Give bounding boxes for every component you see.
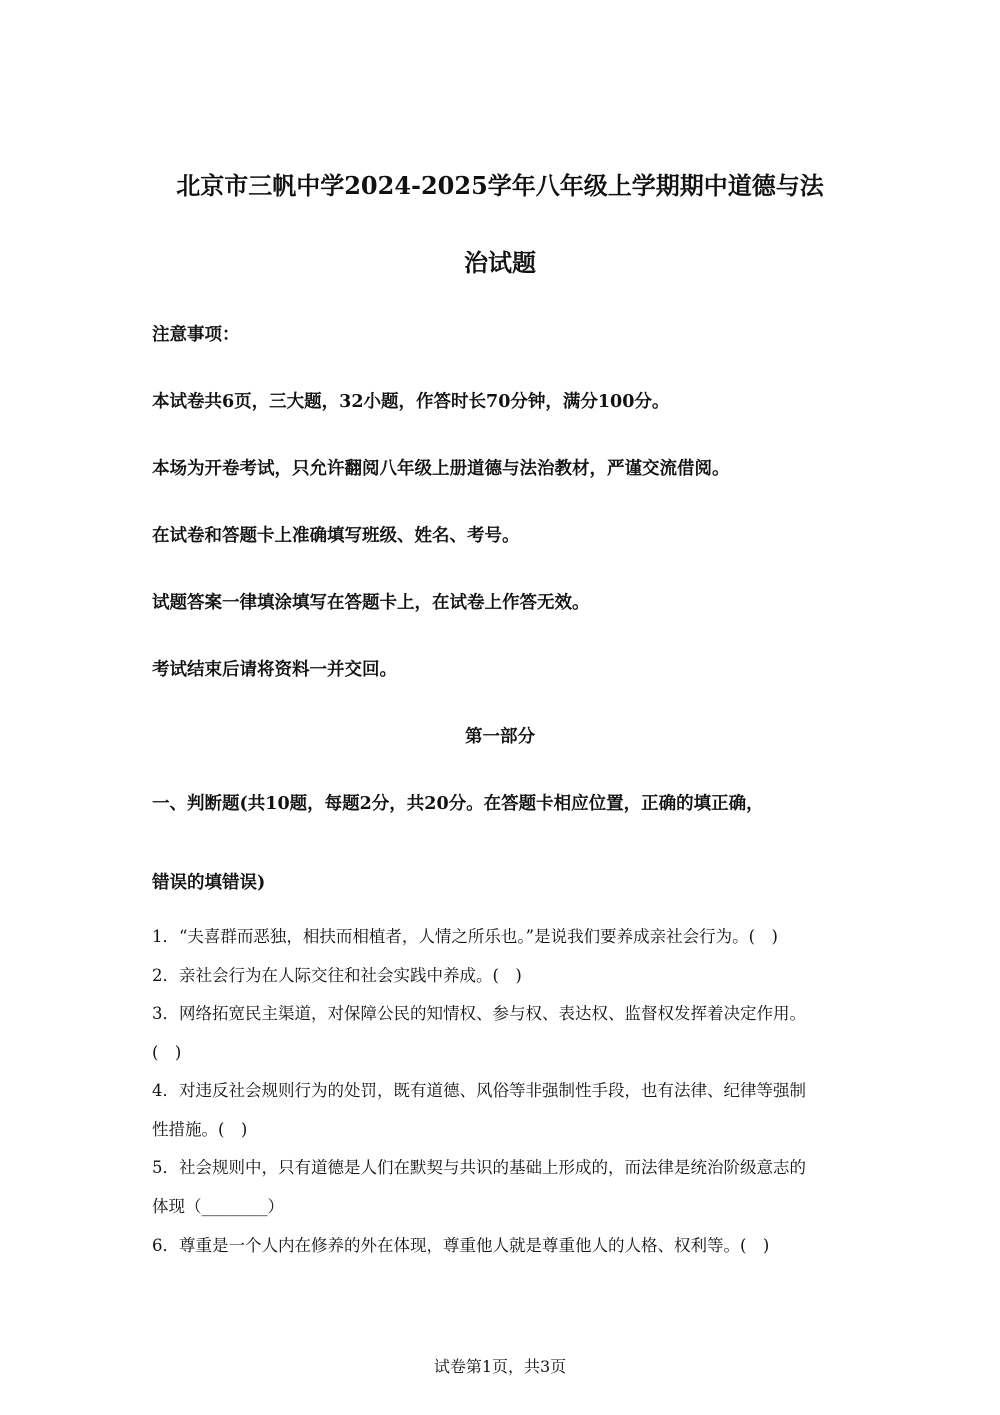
question-6-line: 6．尊重是一个人内在修养的外在体现，尊重他人就是尊重他人的人格、权利等。( ) xyxy=(152,1236,770,1255)
notice-item: 本场为开卷考试，只允许翻阅八年级上册道德与法治教材，严谨交流借阅。 xyxy=(152,459,730,479)
question-1-line: 1．“夫喜群而恶独，相扶而相植者，人情之所乐也。”是说我们要养成亲社会行为。( ) xyxy=(152,927,778,946)
exam-title-line-2: 治试题 xyxy=(464,248,536,277)
notice-item: 考试结束后请将资料一并交回。 xyxy=(152,660,397,680)
question-3-line: 3．网络拓宽民主渠道，对保障公民的知情权、参与权、表达权、监督权发挥着决定作用。 xyxy=(152,1004,806,1023)
section-heading-line-1: 一、判断题(共10题，每题2分，共20分。在答题卡相应位置，正确的填正确， xyxy=(152,794,764,814)
notice-heading: 注意事项： xyxy=(152,325,240,345)
question-4-line: 4．对违反社会规则行为的处罚，既有道德、风俗等非强制性手段，也有法律、纪律等强制 xyxy=(152,1081,806,1100)
question-5-line: 5．社会规则中，只有道德是人们在默契与共识的基础上形成的，而法律是统治阶级意志的 xyxy=(152,1158,806,1177)
notice-item: 试题答案一律填涂填写在答题卡上，在试卷上作答无效。 xyxy=(152,593,590,613)
notice-item: 本试卷共6页，三大题，32小题，作答时长70分钟，满分100分。 xyxy=(152,392,670,412)
section-heading-line-2: 错误的填错误) xyxy=(152,873,266,893)
page-footer: 试卷第1页，共3页 xyxy=(433,1357,567,1376)
notice-item: 在试卷和答题卡上准确填写班级、姓名、考号。 xyxy=(152,526,520,546)
question-4-line: 性措施。( ) xyxy=(152,1120,248,1139)
question-2-line: 2．亲社会行为在人际交往和社会实践中养成。( ) xyxy=(152,966,522,985)
question-3-line: ( ) xyxy=(152,1043,182,1062)
question-5-line: 体现（________） xyxy=(152,1197,284,1216)
exam-title-line-1: 北京市三帆中学2024-2025学年八年级上学期期中道德与法 xyxy=(176,171,824,200)
part-heading: 第一部分 xyxy=(465,727,535,747)
